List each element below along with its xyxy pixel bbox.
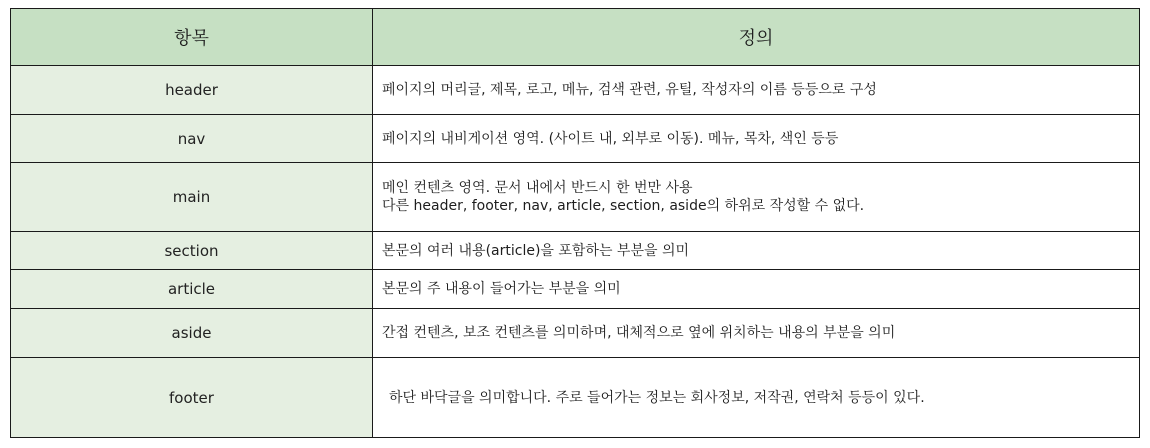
- definition-text: 본문의 여러 내용(article)을 포함하는 부분을 의미: [382, 242, 689, 259]
- tag-name-cell: main: [11, 163, 373, 232]
- table-row: [11, 232, 1140, 270]
- definition-text: 다른 header, footer, nav, article, section, aside의 하위로 작성할 수 없다.: [382, 198, 865, 214]
- tag-name-cell: footer: [11, 358, 373, 438]
- table-row: [11, 115, 1140, 163]
- table-row: [11, 358, 1140, 438]
- definition-cell: [373, 309, 1140, 358]
- definition-cell: [373, 358, 1140, 438]
- table-header-row: [11, 9, 1140, 66]
- definition-cell: [373, 115, 1140, 163]
- table-row: [11, 270, 1140, 309]
- table-row: [11, 66, 1140, 115]
- table-row: [11, 309, 1140, 358]
- column-header-item: 항목: [11, 9, 373, 66]
- definition-text: 하단 바닥글을 의미합니다. 주로 들어가는 정보는 회사정보, 저작권, 연락처 등등이 있다.: [389, 389, 925, 406]
- definition-cell: [373, 163, 1140, 232]
- definition-cell: [373, 270, 1140, 309]
- column-header-definition: 정의: [373, 9, 1140, 66]
- definition-text: 페이지의 내비게이션 영역. (사이트 내, 외부로 이동). 메뉴, 목차, 색인 등등: [382, 130, 839, 147]
- tag-name-cell: nav: [11, 115, 373, 163]
- tag-name-cell: header: [11, 66, 373, 115]
- definition-text: 페이지의 머리글, 제목, 로고, 메뉴, 검색 관련, 유틸, 작성자의 이름 등등으로 구성: [382, 82, 877, 98]
- definition-text: 본문의 주 내용이 들어가는 부분을 의미: [382, 281, 621, 297]
- tag-name-cell: section: [11, 232, 373, 270]
- tag-name-cell: article: [11, 270, 373, 309]
- definition-text: 메인 컨텐츠 영역. 문서 내에서 반드시 한 번만 사용: [382, 180, 693, 196]
- definition-cell: [373, 232, 1140, 270]
- tag-name-cell: aside: [11, 309, 373, 358]
- definition-cell: [373, 66, 1140, 115]
- definition-text: 간접 컨텐츠, 보조 컨텐츠를 의미하며, 대체적으로 옆에 위치하는 내용의 부분을 의미: [382, 325, 896, 341]
- table-row: [11, 163, 1140, 232]
- html5-semantic-tags-table: [10, 8, 1140, 438]
